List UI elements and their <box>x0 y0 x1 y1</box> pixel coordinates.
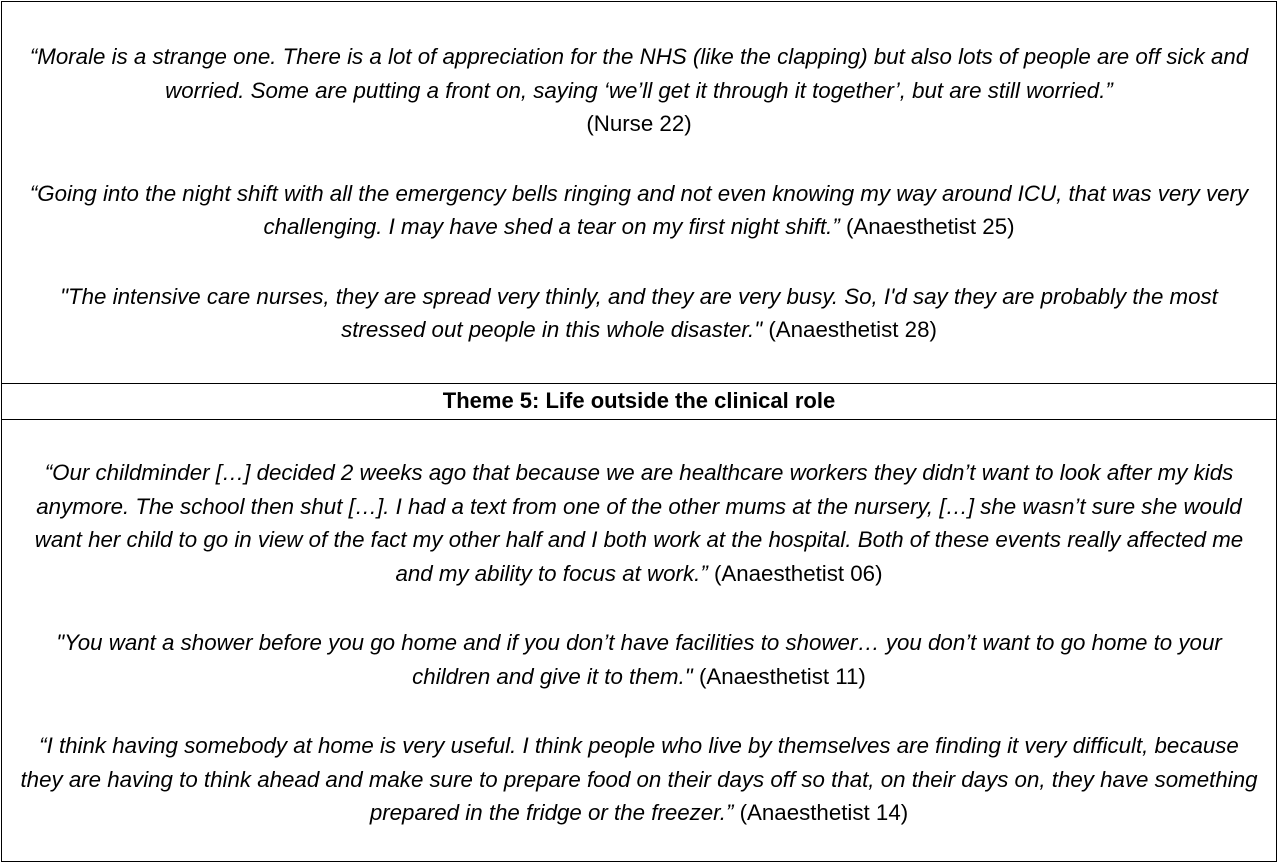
theme-4-quotes-cell <box>2 2 1276 383</box>
quote-attribution: (Anaesthetist 11) <box>698 663 866 689</box>
quote-text: “I think having somebody at home is very useful. I think people who live by themselves are finding it very difficult, because they are having to think ahead and make sure to prepare food on their days off so that, on their days on, they have something prepared in the fridge or the freezer.” <box>20 733 1258 825</box>
quote-anaesthetist-14 <box>2 729 1276 830</box>
quote-text: “Morale is a strange one. There is a lot of appreciation for the NHS (like the clapping) but also lots of people are off sick and worried. Some are putting a front on, saying ‘we’ll get it through it together’, but are still worried.” <box>29 44 1249 103</box>
quote-attribution: (Anaesthetist 28) <box>768 317 937 342</box>
quote-attribution: (Anaesthetist 06) <box>713 560 883 586</box>
quote-text: “Our childminder […] decided 2 weeks ago that because we are healthcare workers they didn’t want to look after my kids anymore. The school then shut […]. I had a text from one of the other mums at the nursery, […] she wasn’t sure she would want her child to go in view of the fact my other half and I both work at the hospital. Both of these events really affected me and my ability to focus at work.” <box>34 460 1244 586</box>
theme-5-quotes-cell <box>2 420 1276 863</box>
quote-attribution: (Nurse 22) <box>586 111 692 136</box>
quote-attribution: (Anaesthetist 14) <box>739 800 909 825</box>
quote-anaesthetist-25 <box>2 177 1276 244</box>
quote-anaesthetist-06 <box>2 456 1276 590</box>
quote-text: “Going into the night shift with all the emergency bells ringing and not even knowing my way around ICU, that was very very challenging. I may have shed a tear on my first night shift.” <box>29 180 1249 239</box>
theme-5-heading: Theme 5: Life outside the clinical role <box>2 383 1276 420</box>
quote-anaesthetist-28 <box>2 280 1276 347</box>
quotes-table <box>1 1 1277 862</box>
quote-text: "You want a shower before you go home and if you don’t have facilities to shower… you don’t want to go home to your children and give it to them." <box>56 630 1222 689</box>
quote-text: "The intensive care nurses, they are spread very thinly, and they are very busy. So, I'd say they are probably the most stressed out people in this whole disaster." <box>60 283 1218 342</box>
quote-nurse-22 <box>2 40 1276 141</box>
quote-anaesthetist-11 <box>2 626 1276 693</box>
quote-attribution: (Anaesthetist 25) <box>845 214 1015 239</box>
